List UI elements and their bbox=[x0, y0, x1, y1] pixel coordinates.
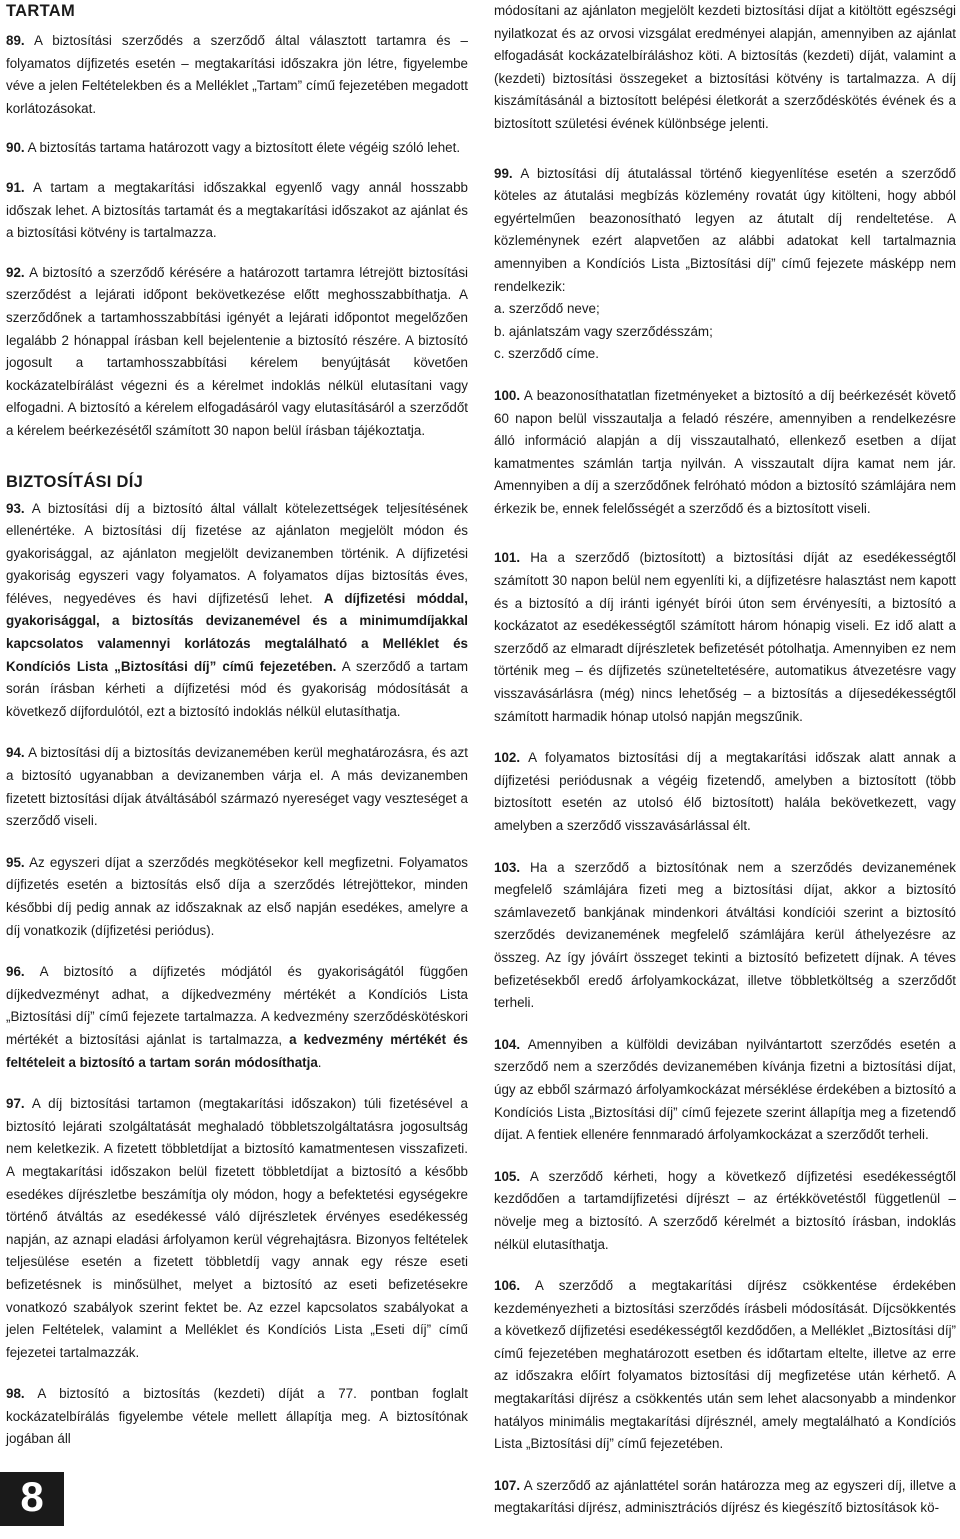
paragraph-text-tail: A szerződő a tartam során írásban kérheti a díjfizetési mód és gyakoriság módosítását a következő díjfordulótól, ezt a biztosító indoklás nélkül elutasíthatja. bbox=[6, 658, 468, 719]
paragraph-number: 100. bbox=[494, 387, 521, 403]
paragraph-bold-text: a kedvezmény mértékét és feltételeit a biztosító a tartam során módosíthatja bbox=[6, 1031, 468, 1070]
paragraph-number: 91. bbox=[6, 179, 25, 195]
right-column bbox=[494, 0, 956, 1539]
paragraph-98-continued bbox=[494, 0, 956, 136]
paragraph-number: 89. bbox=[6, 33, 25, 48]
paragraph-text-tail: . bbox=[317, 1054, 322, 1070]
paragraph-text: A szerződő kérheti, hogy a következő díjfizetési esedékességtől kezdődően a tartamdíjfizetési díjrészt – az értékkövetéstől függetlenül – növelje meg a biztosító. A szerződő kérelmét a biztosító írásban, indoklás nélkül elutasíthatja. bbox=[494, 1168, 956, 1252]
paragraph-number: 102. bbox=[494, 750, 521, 766]
paragraph-94 bbox=[6, 742, 468, 832]
paragraph-text: A biztosítási szerződés a szerződő által választott tartamra és – folyamatos díjfizetés esetén – megtakarítási időszakra jön létre, figyelembe véve a jelen Feltételekben és a Melléklet „Tartam” című fejezetében megadott korlátozásokat. bbox=[6, 33, 468, 116]
paragraph-text: A biztosítási díj átutalással történő kiegyenlítése esetén a szerződő köteles az átutalási megbízás közlemény rovatát úgy kitölteni, hogy abból egyértelműen beazonosítható legyen az átutalt díj rendeltetése. A közleménynek ezért alapvetően az alábbi adatokat kell tartalmaznia amennyiben a Kondíciós Lista „Biztosítási díj” című fejezete másképp nem rendelkezik: bbox=[494, 165, 956, 294]
paragraph-number: 103. bbox=[494, 859, 521, 875]
paragraph-text: Amennyiben a külföldi devizában nyilvántartott szerződés esetén a szerződő nem a szerződés devizanemében kívánja fizetni a biztosítási díjat, úgy az ebből származó árfolyamkockázat mérséklése érdekében a biztosító a Kondíciós Lista „Biztosítási díj” című fejezete szerint állapítja meg a fizetendő díjat. A fentiek ellenére fennmaradó árfolyamkockázat a szerződőt terheli. bbox=[494, 1036, 956, 1143]
paragraph-92 bbox=[6, 262, 468, 443]
section-heading-tartam: TARTAM bbox=[6, 2, 76, 20]
paragraph-text: A biztosító a szerződő kérésére a határozott tartamra létrejött biztosítási szerződést a lejárati időpont bekövetkezése előtt meghosszabbíthatja. A szerződőnek a tartamhosszabbítási igényét a lejárati időpontot megelőzően legalább 2 hónappal írásban kell bejelentenie a biztosító részére. A biztosító jogosult a tartamhosszabbítási kérelem benyújtását követően kockázatelbírálást végezni és a kérelmet indoklás nélkül elutasítani vagy elfogadni. A biztosító a kérelem elfogadásáról vagy elutasításáról a szerződőt a kérelem beérkezésétől számított 30 napon belül írásban tájékoztatja. bbox=[6, 264, 468, 438]
paragraph-number: 98. bbox=[6, 1386, 25, 1402]
paragraph-number: 99. bbox=[494, 165, 513, 181]
paragraph-95 bbox=[6, 852, 468, 942]
paragraph-number: 104. bbox=[494, 1036, 521, 1052]
section-heading-biztositasi-dij: BIZTOSÍTÁSI DÍJ bbox=[6, 472, 144, 491]
paragraph-text: A szerződő a megtakarítási díjrész csökkentése érdekében kezdeményezheti a biztosítási szerződés írásbeli módosítását. Díjcsökkentés a következő díjfizetési esedékességtől kezdődően, a Melléklet „Biztosítási díj” című fejezetében meghatározott esetben és időtartam eltelte, illetve az erre az időszakra előírt folyamatos biztosítási díj megfizetése után kérhető. A megtakarítási díjrész a csökkentés után sem lehet alacsonyabb a mindenkor hatályos minimális megtakarítási díjrésznél, amely megtalálható a Kondíciós Lista „Biztosítási díj” című fejezetében. bbox=[494, 1278, 956, 1452]
paragraph-text: Az egyszeri díjat a szerződés megkötésekor kell megfizetni. Folyamatos díjfizetés esetén a biztosítás első díja a szerződés létrejöttekor, minden későbbi díj pedig annak az időszaknak az első napján esedékes, amelyre a díj vonatkozik (díjfizetési periódus). bbox=[6, 854, 468, 938]
paragraph-99 bbox=[494, 163, 956, 299]
paragraph-93 bbox=[6, 498, 468, 724]
paragraph-text: A biztosító a díjfizetés módjától és gyakoriságától függően díjkedvezményt adhat, a díjkedvezmény mértékét a Kondíciós Lista „Biztosítási díj” című fejezete tartalmazza. A kedvezmény szerződéskötéskori mértékét a biztosítási ajánlat is tartalmazza, bbox=[6, 964, 468, 1047]
list-item: a. szerződő neve; bbox=[494, 301, 600, 317]
paragraph-text: A szerződő az ajánlattétel során határozza meg az egyszeri díj, illetve a megtakarítási díjrész, adminisztrációs díjrész és kiegészítő biztosítások kö- bbox=[494, 1477, 956, 1516]
paragraph-text: Ha a szerződő (biztosított) a biztosítási díját az esedékességtől számított 30 napon belül nem egyenlíti ki, a díjfizetésre halasztást nem kapott és a biztosító a díj iránti igényét bírói úton sem érvényesíti, a biztosító a kockázatot az esedékességtől számított három hónapig viseli. Ez idő alatt a szerződő az elmaradt díjrészletek befizetését pótolhatja. Amennyiben ez nem történik meg – és díjfizetés szüneteltetésére, automatikus átvezetésre vagy visszavásárlásra (még) nincs lehetőség – a biztosítás a díjesedékességtől számított harmadik hónap utolsó napján megszűnik. bbox=[494, 550, 956, 724]
paragraph-number: 93. bbox=[6, 500, 25, 516]
paragraph-text: módosítani az ajánlaton megjelölt kezdeti biztosítási díjat a kitöltött egészségi nyilatkozat és az orvosi vizsgálat eredményei alapján, amennyiben az ajánlat elfogadását kockázatelbíráláshoz köti. A biztosítás (kezdeti) díját, valamint a (kezdeti) biztosítási összegeket a biztosítási kötvény is tartalmazza. A díj kiszámításánál a biztosított belépési életkorát a szerződéskötés évének és a biztosított születési évének különbsége jelenti. bbox=[494, 3, 956, 131]
paragraph-97 bbox=[6, 1093, 468, 1364]
paragraph-101 bbox=[494, 547, 956, 728]
paragraph-102 bbox=[494, 747, 956, 837]
paragraph-100 bbox=[494, 385, 956, 521]
paragraph-text: A biztosítási díj a biztosító által vállalt kötelezettségek teljesítésének ellenértéke. A biztosítási díj fizetése az ajánlaton megjelölt módon és gyakorisággal, az ajánlaton megjelölt devizanemben történik. A díjfizetési gyakoriság egyszeri vagy folyamatos. A folyamatos díjas biztosítás éves, féléves, negyedéves és havi díjfizetésű lehet. bbox=[6, 500, 468, 606]
paragraph-number: 92. bbox=[6, 264, 25, 280]
paragraph-text: A biztosító a biztosítás (kezdeti) díját a 77. pontban foglalt kockázatelbírálás figyelembe vétele mellett állapítja meg. A biztosítónak jogában áll bbox=[6, 1386, 468, 1447]
paragraph-number: 95. bbox=[6, 854, 25, 870]
paragraph-91 bbox=[6, 177, 468, 245]
paragraph-number: 106. bbox=[494, 1278, 521, 1294]
left-column bbox=[6, 0, 468, 1470]
paragraph-103 bbox=[494, 857, 956, 1015]
paragraph-text: Ha a szerződő a biztosítónak nem a szerződés devizanemének megfelelő számlájára fizeti meg a biztosítási díjat, akkor a biztosító számlavezető bankjának mindenkori átváltási kondíciói szerint a biztosító szerződés devizanemének megfelelő számlájára kerül áthelyezésre az összeg. Az így jóváírt összeget tekinti a biztosító befizetett díjnak. A téves befizetésekből eredő árfolyamkockázat, illetve többletköltség a szerződőt terheli. bbox=[494, 859, 956, 1011]
paragraph-105 bbox=[494, 1166, 956, 1256]
paragraph-text: A folyamatos biztosítási díj a megtakarítási időszak alatt annak a díjfizetési periódusnak a végéig fizetendő, amelyben a biztosított (több biztosított esetén az utolsó élő biztosított) halála bekövetkezett, vagy amelyben a szerződő visszavásárlással élt. bbox=[494, 750, 956, 833]
paragraph-107 bbox=[494, 1475, 956, 1520]
paragraph-text: A tartam a megtakarítási időszakkal egyenlő vagy annál hosszabb időszak lehet. A biztosítás tartamát és a megtakarítási időszakot az ajánlat és a biztosítási kötvény is tartalmazza. bbox=[6, 179, 468, 241]
paragraph-bold-text: A díjfizetési móddal, gyakorisággal, a biztosítás devizanemével és a minimumdíjakkal kapcsolatos valamennyi korlátozás megtalálható a Melléklet és Kondíciós Lista „Biztosítási díj” című fejezetében. bbox=[6, 590, 468, 674]
paragraph-number: 97. bbox=[6, 1096, 25, 1112]
paragraph-number: 105. bbox=[494, 1168, 521, 1184]
paragraph-90 bbox=[6, 137, 468, 160]
page-number: 8 bbox=[20, 1473, 44, 1520]
list-item: c. szerződő címe. bbox=[494, 346, 599, 362]
paragraph-98 bbox=[6, 1383, 468, 1451]
paragraph-106 bbox=[494, 1275, 956, 1456]
identifier-list bbox=[494, 298, 956, 366]
paragraph-number: 94. bbox=[6, 745, 25, 761]
paragraph-text: A biztosítás tartama határozott vagy a biztosított élete végéig szóló lehet. bbox=[24, 140, 461, 156]
paragraph-number: 90. bbox=[6, 140, 25, 156]
paragraph-number: 107. bbox=[494, 1477, 521, 1493]
paragraph-96 bbox=[6, 961, 468, 1074]
paragraph-number: 101. bbox=[494, 550, 521, 566]
paragraph-text: A díj biztosítási tartamon (megtakarítási időszakon) túli fizetésével a biztosító lejárati szolgáltatását meghaladó többletszolgáltatásra jogosultság nem keletkezik. A fizetett többletdíjat a biztosító kamatmentesen visszafizeti. A megtakarítási időszakon belül fizetett többletdíjat a biztosító a később esedékes díjrészletbe beszámítja oly módon, hogy a befektetési egységekre történő átváltás az esedékessé váló díjrészletek érvényes esedékesség napján, az aznapi eladási árfolyamon kerül végrehajtásra. Bizonyos feltételek teljesülése esetén a fizetett többletdíj vagy annak egy része eseti befizetésnek is minősülhet, melyet a biztosító az eseti befizetésekre vonatkozó szabályok szerint fektet be. Az ezzel kapcsolatos szabályokat a jelen Feltételek, valamint a Melléklet és Kondíciós Lista „Eseti díj” című fejezetei tartalmazzák. bbox=[6, 1096, 468, 1360]
paragraph-104 bbox=[494, 1034, 956, 1147]
paragraph-text: A biztosítási díj a biztosítás devizanemében kerül meghatározásra, és azt a biztosító ugyanabban a devizanemben várja el. A más devizanemben fizetett biztosítási díjak átváltásából származó nyereséget vagy veszteséget a szerződő viseli. bbox=[6, 745, 468, 829]
paragraph-89 bbox=[6, 30, 468, 120]
paragraph-text: A beazonosíthatatlan fizetményeket a biztosító a díj beérkezését követő 60 napon belül visszautalja a feladó részére, amennyiben a rendelkezésre álló információ alapján a díj visszautalható, ellenkező esetben a díjat kamatmentes számlán tartja nyilván. A visszautalt díjra kamat nem jár. Amennyiben a díj a szerződőnek felróható módon a biztosító számlájára nem érkezik be, ennek felelősségét a szerződő és a biztosított viseli. bbox=[494, 387, 956, 516]
list-item: b. ajánlatszám vagy szerződésszám; bbox=[494, 323, 713, 339]
paragraph-number: 96. bbox=[6, 964, 25, 980]
